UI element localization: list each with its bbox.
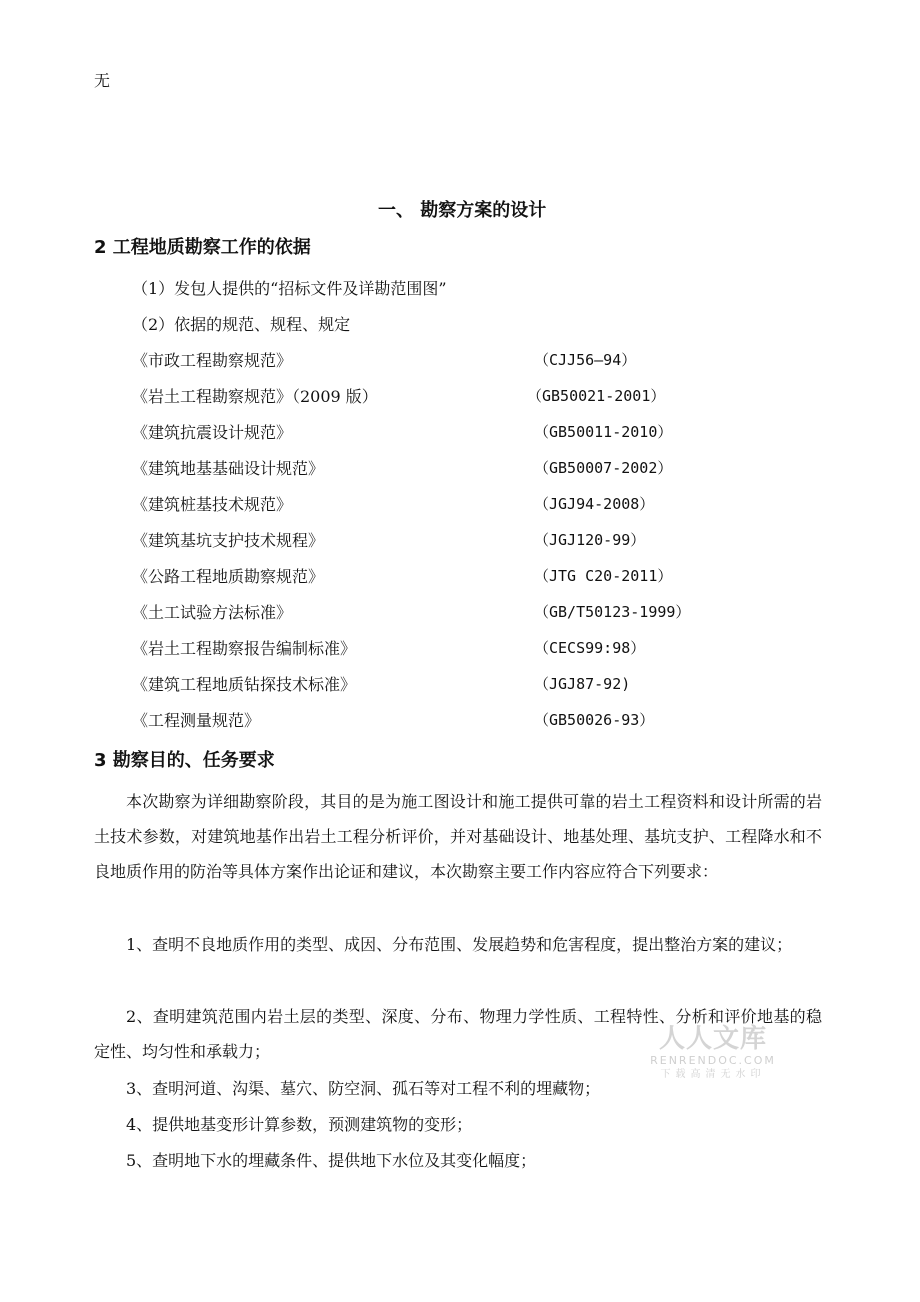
section-3-intro: 本次勘察为详细勘察阶段，其目的是为施工图设计和施工提供可靠的岩土工程资料和设计所需的岩土技术参数，对建筑地基作出岩土工程分析评价，并对基础设计、地基处理、基坑支护、工程降水和不良地质作用的防治等具体方案作出论证和建议，本次勘察主要工作内容应符合下列要求： — [94, 792, 822, 881]
standard-code: （GB50026-93） — [534, 711, 655, 729]
chapter-title: 一、 勘察方案的设计 — [378, 200, 547, 221]
standard-code: （CECS99:98） — [534, 639, 646, 657]
requirement-2: 2、查明建筑范围内岩土层的类型、深度、分布、物理力学性质、工程特性、分析和评价地基的稳定性、均匀性和承载力； — [94, 1007, 822, 1061]
watermark — [648, 1024, 778, 1082]
requirement-4: 4、提供地基变形计算参数，预测建筑物的变形； — [126, 1115, 473, 1134]
standard-code: （GB50021-2001） — [527, 387, 666, 405]
standard-code: （GB50007-2002） — [534, 459, 673, 477]
watermark-logo-text: 人人文库 — [658, 1024, 767, 1054]
standard-name: 《建筑基坑支护技术规程》 — [132, 531, 325, 550]
standard-name: 《建筑抗震设计规范》 — [132, 423, 293, 442]
requirement-3: 3、查明河道、沟渠、墓穴、防空洞、孤石等对工程不利的埋藏物； — [126, 1079, 601, 1098]
standard-name: 《建筑工程地质钻探技术标准》 — [132, 675, 357, 694]
standard-name: 《建筑桩基技术规范》 — [132, 495, 293, 514]
standard-code: （GB50011-2010） — [534, 423, 673, 441]
standard-name: 《工程测量规范》 — [132, 711, 261, 730]
standard-code: （JGJ120-99） — [534, 531, 646, 549]
standard-code: （JTG C20-2011） — [534, 567, 673, 585]
watermark-url: RENRENDOC.COM — [650, 1054, 776, 1067]
standard-code: （CJJ56—94） — [534, 351, 637, 369]
standard-name: 《土工试验方法标准》 — [132, 603, 293, 622]
standard-code: （JGJ94-2008） — [534, 495, 655, 513]
basis-item-1: （1）发包人提供的“招标文件及详勘范围图” — [132, 279, 447, 298]
standard-name: 《公路工程地质勘察规范》 — [132, 567, 325, 586]
requirement-5: 5、查明地下水的埋藏条件、提供地下水位及其变化幅度； — [126, 1151, 537, 1170]
standard-code: （GB/T50123-1999） — [534, 603, 691, 621]
section-2-title: 2 工程地质勘察工作的依据 — [94, 237, 311, 258]
watermark-subtitle: 下载高清无水印 — [660, 1069, 766, 1080]
standard-name: 《建筑地基基础设计规范》 — [132, 459, 325, 478]
standard-name: 《岩土工程勘察报告编制标准》 — [132, 639, 357, 658]
top-note: 无 — [94, 71, 111, 90]
requirement-1: 1、查明不良地质作用的类型、成因、分布范围、发展趋势和危害程度，提出整治方案的建议； — [126, 935, 793, 954]
standard-name: 《市政工程勘察规范》 — [132, 351, 293, 370]
standard-code: （JGJ87-92) — [534, 675, 631, 693]
basis-item-2: （2）依据的规范、规程、规定 — [132, 315, 351, 334]
standard-name: 《岩土工程勘察规范》（2009 版） — [132, 387, 378, 406]
section-3-title: 3 勘察目的、任务要求 — [94, 750, 275, 771]
